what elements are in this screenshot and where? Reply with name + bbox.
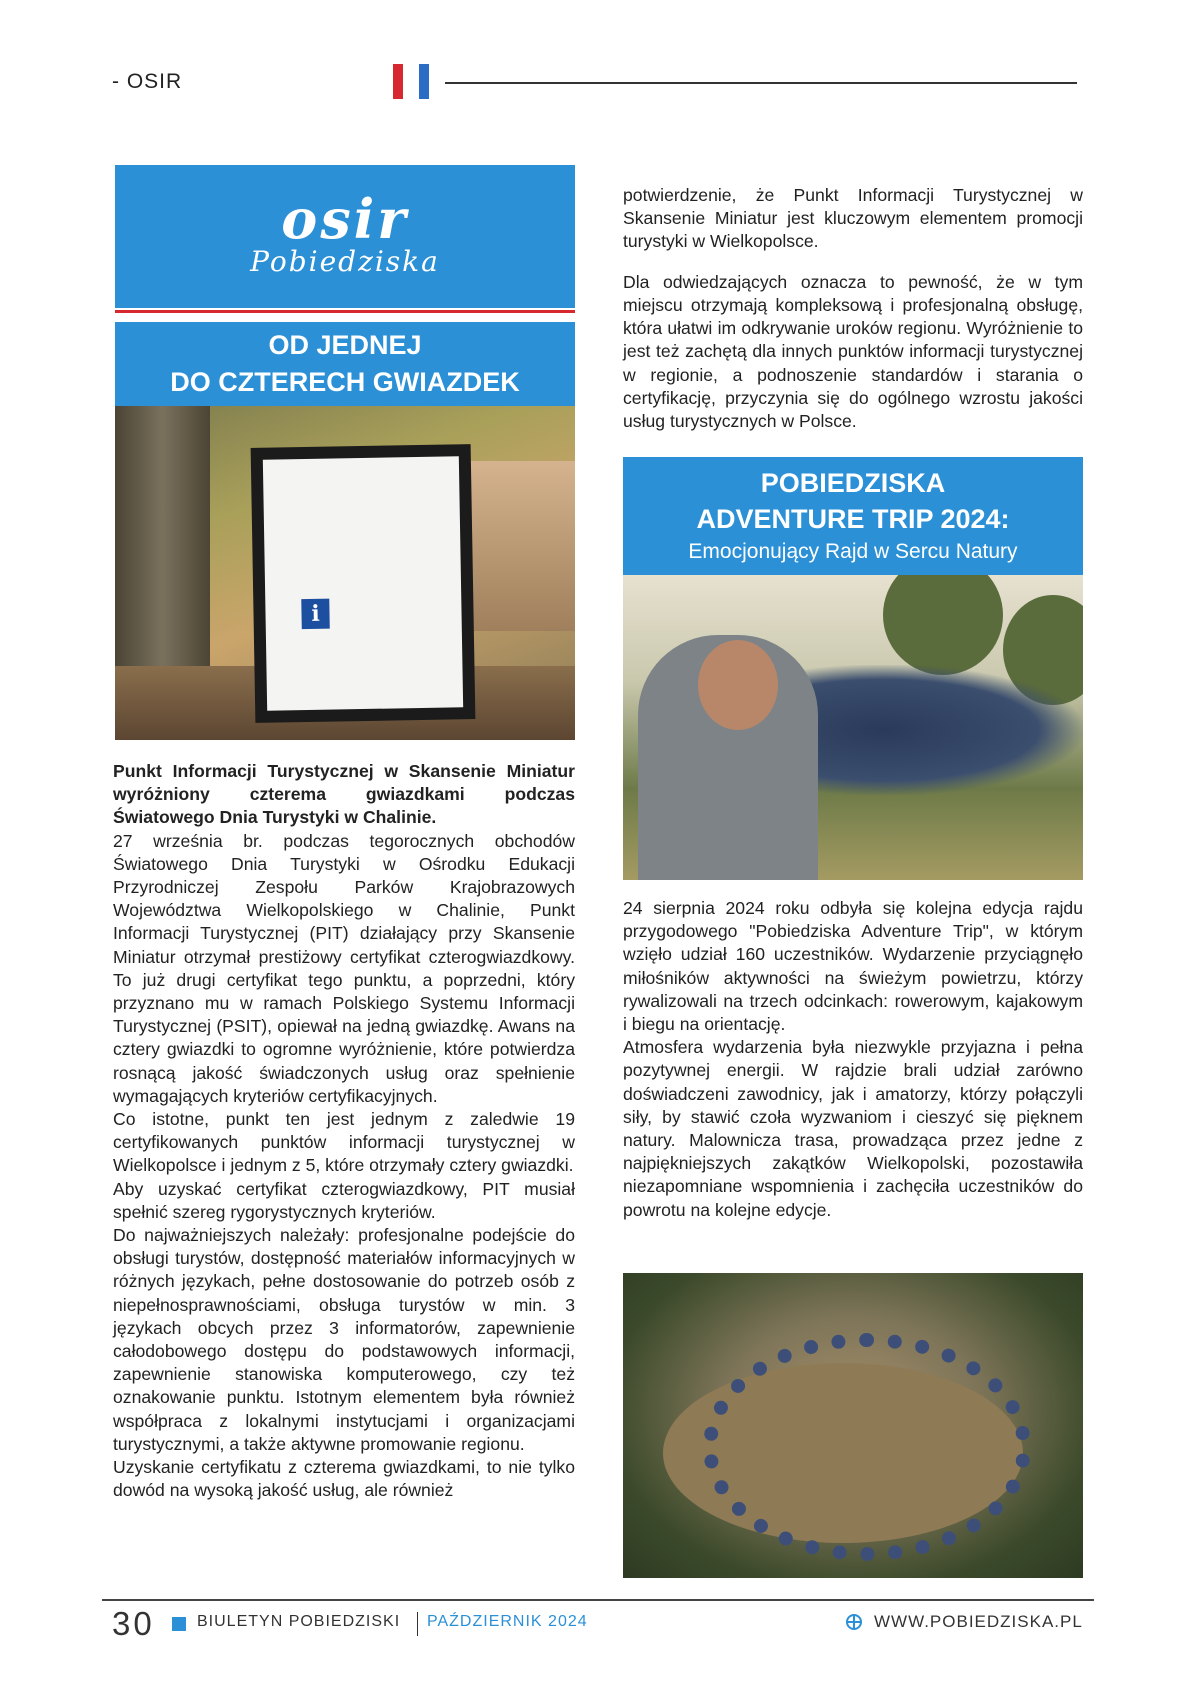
article-paragraph: Uzyskanie certyfikatu z czterema gwiazdkami, to nie tylko dowód na wysoką jakość usług, ale również: [113, 1457, 575, 1501]
info-icon: i: [301, 599, 330, 629]
aerial-photo: [623, 1273, 1083, 1578]
certificate-photo: [115, 406, 575, 740]
article-title-line-1: OD JEDNEJ: [268, 330, 422, 360]
footer-separator: [417, 1612, 418, 1636]
article-paragraph: Dla odwiedzających oznacza to pewność, że w tym miejscu otrzymają kompleksową i profesjonalną obsługę, która ułatwi im odkrywanie uroków regionu. Wyróżnienie to jest też zachętą dla innych punktów informacji turystycznej w regionie, a podnoszenie standardów i starania o certyfikację, przyczynia się do ogólnego wzrostu jakości usług turystycznych w Polsce.: [623, 271, 1083, 432]
certificate-frame: [251, 444, 476, 723]
article-title-line-1: POBIEDZISKA: [760, 468, 946, 498]
osir-logo-subtitle: Pobiedziska: [250, 245, 440, 278]
article-paragraph: Atmosfera wydarzenia była niezwykle przyjazna i pełna pozytywnej energii. W rajdzie brali udział zarówno doświadczeni zawodnicy, jak i amatorzy, którzy połączyli siły, by stawić czoła wyzwaniom i cieszyć się pięknem natury. Malownicza trasa, prowadząca przez jedne z najpiękniejszych zakątków Wielkopolski, pozostawiła niezapomniane wspomnienia i zachęciła uczestników do powrotu na kolejne edycje.: [623, 1037, 1083, 1220]
article-paragraph: Aby uzyskać certyfikat czterogwiazdkowy, PIT musiał spełnić szereg rygorystycznych kryteriów.: [113, 1178, 575, 1222]
publication-title: BIULETYN POBIEDZISKI: [197, 1613, 401, 1630]
article-paragraph: 24 sierpnia 2024 roku odbyła się kolejna edycja rajdu przygodowego "Pobiedziska Adventure Trip", w którym wzięło udział 160 uczestników. Wydarzenie przyciągnęło miłośników aktywności na świeżym powietrzu, którzy rywalizowali na trzech odcinkach: rowerowym, kajakowym i biegu na orientację.: [623, 898, 1083, 1035]
article-paragraph: 27 września br. podczas tegorocznych obchodów Światowego Dnia Turystyki w Ośrodku Edukacji Przyrodniczej Zespołu Parków Krajobrazowych Województwa Wielkopolskiego w Chalinie, Punkt Informacji Turystycznej (PIT) działający przy Skansenie Miniatur otrzymał prestiżowy certyfikat czterogwiazdkowy. To już drugi certyfikat tego punktu, a poprzedni, który przyznano mu w ramach Polskiego Systemu Informacji Turystycznej (PSIT), opiewał na jedną gwiazdkę. Awans na cztery gwiazdki to ogromne wyróżnienie, które potwierdza rosnącą jakość świadczonych usług oraz spełnienie wymagających kryteriów certyfikacyjnych.: [113, 830, 575, 1106]
article-subtitle: Emocjonujący Rajd w Sercu Natury: [688, 540, 1018, 563]
article-paragraph: Co istotne, punkt ten jest jednym z zaledwie 19 certyfikowanych punktów informacji turystycznej w Wielkopolsce i jednym z 5, które otrzymały cztery gwiazdki.: [113, 1109, 575, 1176]
section-label: - OSIR: [112, 70, 183, 93]
person-head: [698, 640, 778, 730]
article-title-stars: [115, 322, 575, 406]
article-lead: Punkt Informacji Turystycznej w Skansenie Miniatur wyróżniony czterema gwiazdkami podczas Światowego Dnia Turystyki w Chalinie.: [113, 761, 575, 828]
osir-logo: osir: [281, 187, 409, 251]
certificate-paper: [263, 456, 463, 710]
website-link[interactable]: WWW.POBIEDZISKA.PL: [874, 1612, 1083, 1631]
article-body-left: [113, 760, 575, 1503]
tree-canopy: [883, 575, 1003, 675]
article-title-line-2: ADVENTURE TRIP 2024:: [696, 504, 1010, 534]
article-title-line-2: DO CZTERECH GWIAZDEK: [170, 367, 520, 397]
participants-circle: [703, 1333, 1031, 1561]
participants-photo: [623, 575, 1083, 880]
square-icon: [172, 1617, 186, 1631]
article-title-adventure: [623, 457, 1083, 575]
article-continuation: [623, 166, 1083, 451]
globe-icon: [846, 1614, 862, 1630]
article-paragraph: Do najważniejszych należały: profesjonalne podejście do obsługi turystów, dostępność materiałów informacyjnych w różnych językach, pełne dostosowanie do potrzeb osób z niepełnosprawnościami, obsługa turystów w min. 3 językach obcych przez 3 informatorów, zapewnienie całodobowego dostępu do podstawowych informacji, zapewnienie stanowiska komputerowego, czy też oznakowanie punktu. Istotnym elementem była również współpraca z lokalnymi instytucjami i organizacjami turystycznymi, a także aktywne promowanie regionu.: [113, 1225, 575, 1454]
foreground-person: [638, 635, 818, 880]
decorative-stripes: [115, 305, 575, 315]
article-body-right: [623, 897, 1083, 1222]
miniature-church: [465, 461, 575, 631]
article-paragraph: potwierdzenie, że Punkt Informacji Turystycznej w Skansenie Miniatur jest kluczowym elementem promocji turystyki w Wielkopolsce.: [623, 184, 1083, 251]
header-rule: [445, 82, 1077, 84]
osir-logo-banner: [115, 165, 575, 305]
issue-date: PAŹDZIERNIK 2024: [427, 1613, 588, 1630]
footer-rule: [102, 1599, 1094, 1601]
page-number: 30: [112, 1605, 155, 1642]
flag-icon: [393, 64, 429, 99]
